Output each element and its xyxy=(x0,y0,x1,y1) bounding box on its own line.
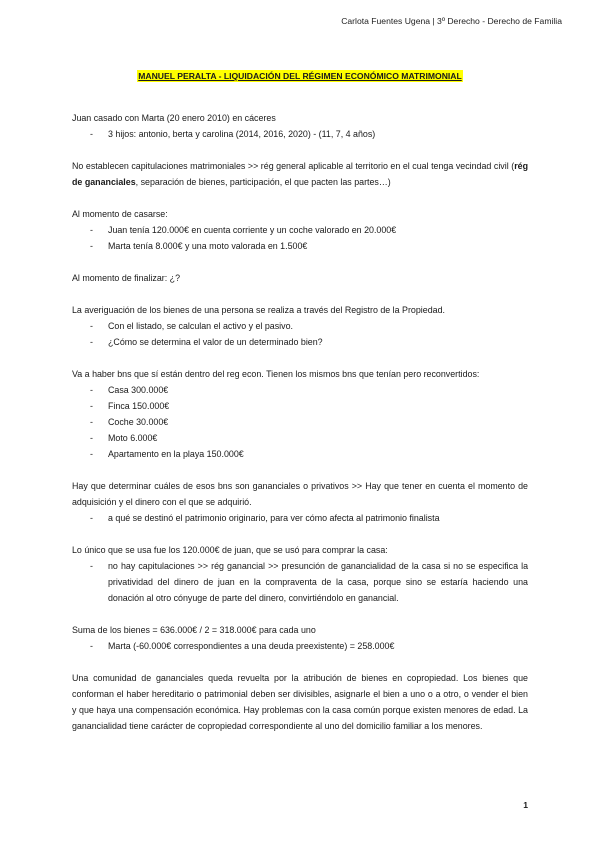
list-classification xyxy=(72,510,528,526)
list-item: - Juan tenía 120.000€ en cuenta corriente y un coche valorado en 20.000€ xyxy=(72,222,528,238)
title-container xyxy=(0,66,600,84)
paragraph-community: Una comunidad de gananciales queda revuelta por la atribución de bienes en copropiedad. Los bienes que conforman el haber hereditario o patrimonial deben ser divisibles, asignarle el bien a uno o a otro, o vender el bien y que haya una compensación económica. Hay problemas con la casa común porque existen menores de edad. La ganancialidad tiene carácter de copropiedad correspondiente al uno del domicilio familiar a los menores. xyxy=(72,673,528,731)
page-header: Carlota Fuentes Ugena | 3º Derecho - Derecho de Familia xyxy=(341,16,562,26)
list-children xyxy=(72,126,528,142)
list-item: - Moto 6.000€ xyxy=(72,430,528,446)
list-initial-assets xyxy=(72,222,528,254)
list-item: - Finca 150.000€ xyxy=(72,398,528,414)
document-title: MANUEL PERALTA - LIQUIDACIÓN DEL RÉGIMEN ECONÓMICO MATRIMONIAL xyxy=(138,71,462,81)
paragraph-registry: La averiguación de los bienes de una persona se realiza a través del Registro de la Propiedad. xyxy=(72,305,445,315)
paragraph-marriage: Juan casado con Marta (20 enero 2010) en cáceres xyxy=(72,113,276,123)
page-number: 1 xyxy=(523,800,528,810)
list-item: - Con el listado, se calculan el activo y el pasivo. xyxy=(72,318,528,334)
list-item: - Marta (-60.000€ correspondientes a una deuda preexistente) = 258.000€ xyxy=(72,638,528,654)
paragraph-reconverted: Va a haber bns que sí están dentro del reg econ. Tienen los mismos bns que tenían pero reconvertidos: xyxy=(72,369,480,379)
list-registry xyxy=(72,318,528,350)
list-item: - no hay capitulaciones >> rég ganancial >> presunción de ganancialidad de la casa si no se especifica la privatividad del dinero de juan en la compraventa de la casa, porque sino se estaría haciendo una donación al otro cónyuge de parte del dinero, convirtiéndolo en ganancial. xyxy=(72,558,528,606)
list-item: - Coche 30.000€ xyxy=(72,414,528,430)
list-assets xyxy=(72,382,528,462)
document-body xyxy=(72,110,528,734)
list-item: - Apartamento en la playa 150.000€ xyxy=(72,446,528,462)
list-house xyxy=(72,558,528,606)
paragraph-classification: Hay que determinar cuáles de esos bns son gananciales o privativos >> Hay que tener en cuenta el momento de adquisición y el dinero con el que se adquirió. xyxy=(72,481,528,507)
paragraph-sum: Suma de los bienes = 636.000€ / 2 = 318.000€ para cada uno xyxy=(72,625,316,635)
paragraph-regime: No establecen capitulaciones matrimoniales >> rég general aplicable al territorio en el cual tenga vecindad civil (rég de gananciales, separación de bienes, participación, el que pacten las partes…) xyxy=(72,161,528,187)
list-sum xyxy=(72,638,528,654)
paragraph-house: Lo único que se usa fue los 120.000€ de juan, que se usó para comprar la casa: xyxy=(72,545,388,555)
list-item: - ¿Cómo se determina el valor de un determinado bien? xyxy=(72,334,528,350)
list-item: - 3 hijos: antonio, berta y carolina (2014, 2016, 2020) - (11, 7, 4 años) xyxy=(72,126,528,142)
paragraph-at-marriage: Al momento de casarse: xyxy=(72,209,168,219)
regime-bold: rég de gananciales xyxy=(72,161,528,187)
list-item: - Casa 300.000€ xyxy=(72,382,528,398)
list-item: - Marta tenía 8.000€ y una moto valorada en 1.500€ xyxy=(72,238,528,254)
paragraph-at-end: Al momento de finalizar: ¿? xyxy=(72,273,181,283)
list-item: - a qué se destinó el patrimonio originario, para ver cómo afecta al patrimonio finalista xyxy=(72,510,528,526)
